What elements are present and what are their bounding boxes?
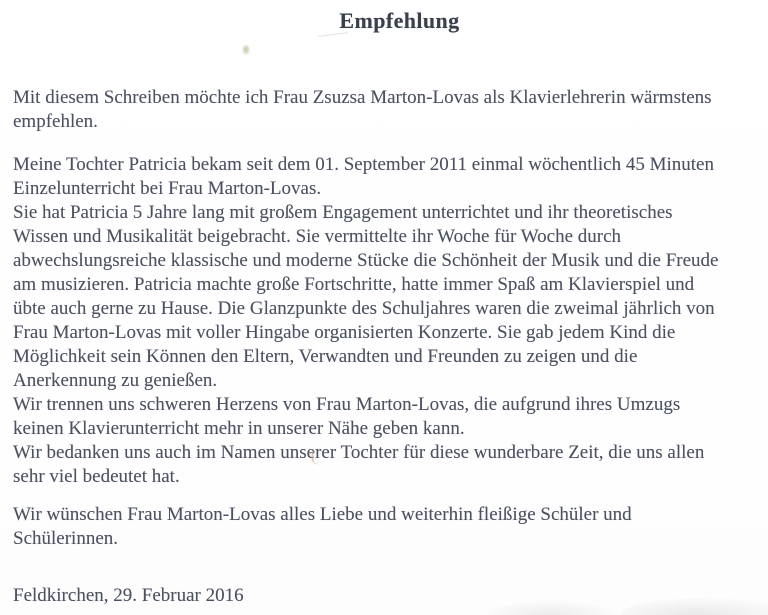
- text-line: Möglichkeit sein Können den Eltern, Verwandten und Freunden zu zeigen und die: [13, 346, 638, 367]
- text-line: Anerkennung zu genießen.: [13, 370, 218, 391]
- text-line: Wir bedanken uns auch im Namen unserer Tochter für diese wunderbare Zeit, die uns allen: [13, 442, 705, 463]
- text-line: sehr viel bedeutet hat.: [13, 466, 180, 487]
- text-line: Frau Marton-Lovas mit voller Hingabe organisierten Konzerte. Sie gab jedem Kind die: [13, 322, 676, 343]
- text-line: übte auch gerne zu Hause. Die Glanzpunkte des Schuljahres waren die zweimal jährlich von: [13, 298, 715, 319]
- place-and-date: Feldkirchen, 29. Februar 2016: [13, 585, 244, 606]
- paragraph-main: [13, 153, 758, 489]
- text-line: Einzelunterricht bei Frau Marton-Lovas.: [13, 178, 322, 199]
- text-line: Mit diesem Schreiben möchte ich Frau Zsuzsa Marton-Lovas als Klavierlehrerin wärmstens: [13, 87, 712, 108]
- text-line: am musizieren. Patricia machte große Fortschritte, hatte immer Spaß am Klavierspiel und: [13, 274, 695, 295]
- document-title: Empfehlung: [339, 8, 460, 33]
- paragraph-closing: [13, 503, 758, 551]
- text-line: Schülerinnen.: [13, 528, 119, 549]
- text-line: Sie hat Patricia 5 Jahre lang mit großem Engagement unterrichtet und ihr theoretisches: [13, 202, 673, 223]
- text-line: keinen Klavierunterricht mehr in unserer Nähe geben kann.: [13, 418, 465, 439]
- text-line: empfehlen.: [13, 111, 98, 132]
- text-line: abwechslungsreiche klassische und moderne Stücke die Schönheit der Musik und die Freude: [13, 250, 719, 271]
- scan-speck-artifact: [242, 45, 250, 55]
- text-line: Wir trennen uns schweren Herzens von Frau Marton-Lovas, die aufgrund ihres Umzugs: [13, 394, 681, 415]
- text-line: Wissen und Musikalität beigebracht. Sie vermittelte ihr Woche für Woche durch: [13, 226, 622, 247]
- paragraph-introduction: [13, 86, 758, 134]
- text-line: Wir wünschen Frau Marton-Lovas alles Liebe und weiterhin fleißige Schüler und: [13, 504, 632, 525]
- text-line: Meine Tochter Patricia bekam seit dem 01. September 2011 einmal wöchentlich 45 Minuten: [13, 154, 714, 175]
